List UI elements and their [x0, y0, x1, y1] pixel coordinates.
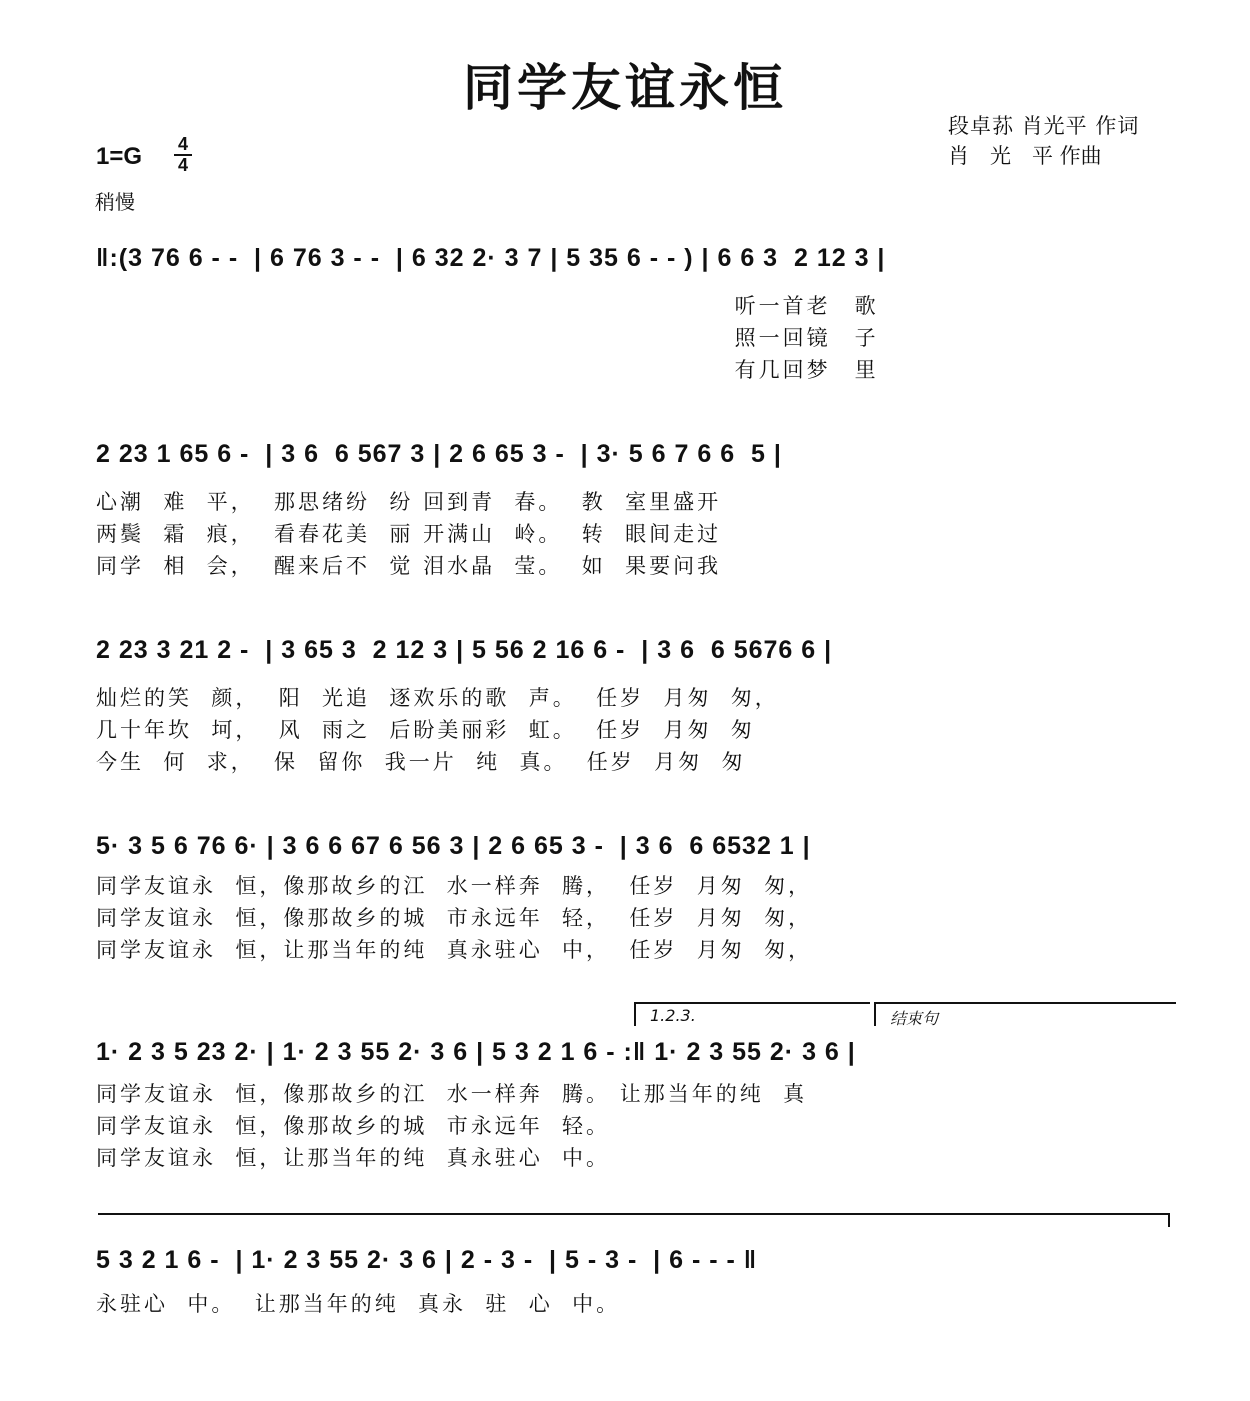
notes-row-5: 1· 2 3 5 23 2· | 1· 2 3 55 2· 3 6 | 5 3 2 1 6 - :‖ 1· 2 3 55 2· 3 6 | [96, 1038, 856, 1066]
lyric-row-5-verse-1: 同学友谊永 恒，像那故乡的江 水一样奔 腾。 让那当年的纯 真 [96, 1082, 808, 1106]
volta-first-label: 1.2.3. [650, 1006, 696, 1025]
lyric-row-4-verse-1: 同学友谊永 恒，像那故乡的江 水一样奔 腾， 任岁 月匆 匆， [96, 874, 813, 898]
notes-row-2: 2 23 1 65 6 - | 3 6 6 567 3 | 2 6 65 3 - | 3· 5 6 7 6 6 5 | [96, 440, 782, 468]
notes-row-6: 5 3 2 1 6 - | 1· 2 3 55 2· 3 6 | 2 - 3 - | 5 - 3 - | 6 - - - ‖ [96, 1246, 758, 1274]
composer-credit: 肖 光 平 作曲 [948, 144, 1102, 168]
lyric-row-3-verse-2: 几十年坎 坷， 风 雨之 后盼美丽彩 虹。 任岁 月匆 匆 [96, 718, 755, 742]
lyric-row-2-verse-3: 同学 相 会， 醒来后不 觉 泪水晶 莹。 如 果要问我 [96, 554, 722, 578]
lyric-row-1-verse-2: 照一回镜 子 [96, 326, 879, 350]
song-title: 同学友谊永恒 [463, 58, 787, 117]
time-signature-top: 4 [177, 134, 188, 154]
lyric-row-4-verse-3: 同学友谊永 恒，让那当年的纯 真永驻心 中， 任岁 月匆 匆， [96, 938, 813, 962]
time-signature-bottom: 4 [177, 155, 188, 175]
lyric-row-3-verse-3: 今生 何 求， 保 留你 我一片 纯 真。 任岁 月匆 匆 [96, 750, 746, 774]
lyric-row-5-verse-2: 同学友谊永 恒，像那故乡的城 市永远年 轻。 [96, 1114, 611, 1138]
volta-final-label: 结束句 [890, 1009, 939, 1028]
time-signature [172, 136, 194, 174]
notes-row-3: 2 23 3 21 2 - | 3 65 3 2 12 3 | 5 56 2 16 6 - | 3 6 6 5676 6 | [96, 636, 833, 664]
ending-bracket-line [98, 1213, 1170, 1215]
lyric-row-2-verse-2: 两鬓 霜 痕， 看春花美 丽 开满山 岭。 转 眼间走过 [96, 522, 722, 546]
lyric-row-1-verse-3: 有几回梦 里 [96, 358, 879, 382]
lyric-row-1-verse-1: 听一首老 歌 [96, 294, 879, 318]
tempo-marking: 稍慢 [95, 190, 135, 214]
lyric-row-3-verse-1: 灿烂的笑 颜， 阳 光追 逐欢乐的歌 声。 任岁 月匆 匆， [96, 686, 779, 710]
lyric-row-2-verse-1: 心潮 难 平， 那思绪纷 纷 回到青 春。 教 室里盛开 [96, 490, 722, 514]
lyric-row-4-verse-2: 同学友谊永 恒，像那故乡的城 市永远年 轻， 任岁 月匆 匆， [96, 906, 813, 930]
notes-row-4: 5· 3 5 6 76 6· | 3 6 6 67 6 56 3 | 2 6 65 3 - | 3 6 6 6532 1 | [96, 832, 811, 860]
lyric-row-6-verse-1: 永驻心 中。 让那当年的纯 真永 驻 心 中。 [96, 1292, 621, 1316]
ending-bracket-tick [1168, 1213, 1170, 1227]
notes-row-1: ‖:(3 76 6 - - | 6 76 3 - - | 6 32 2· 3 7 | 5 35 6 - - ) | 6 6 3 2 12 3 | [96, 244, 886, 272]
lyric-row-5-verse-3: 同学友谊永 恒，让那当年的纯 真永驻心 中。 [96, 1146, 611, 1170]
lyricist-credit: 段卓荪 肖光平 作词 [948, 114, 1140, 138]
key-signature: 1=G [96, 143, 143, 170]
